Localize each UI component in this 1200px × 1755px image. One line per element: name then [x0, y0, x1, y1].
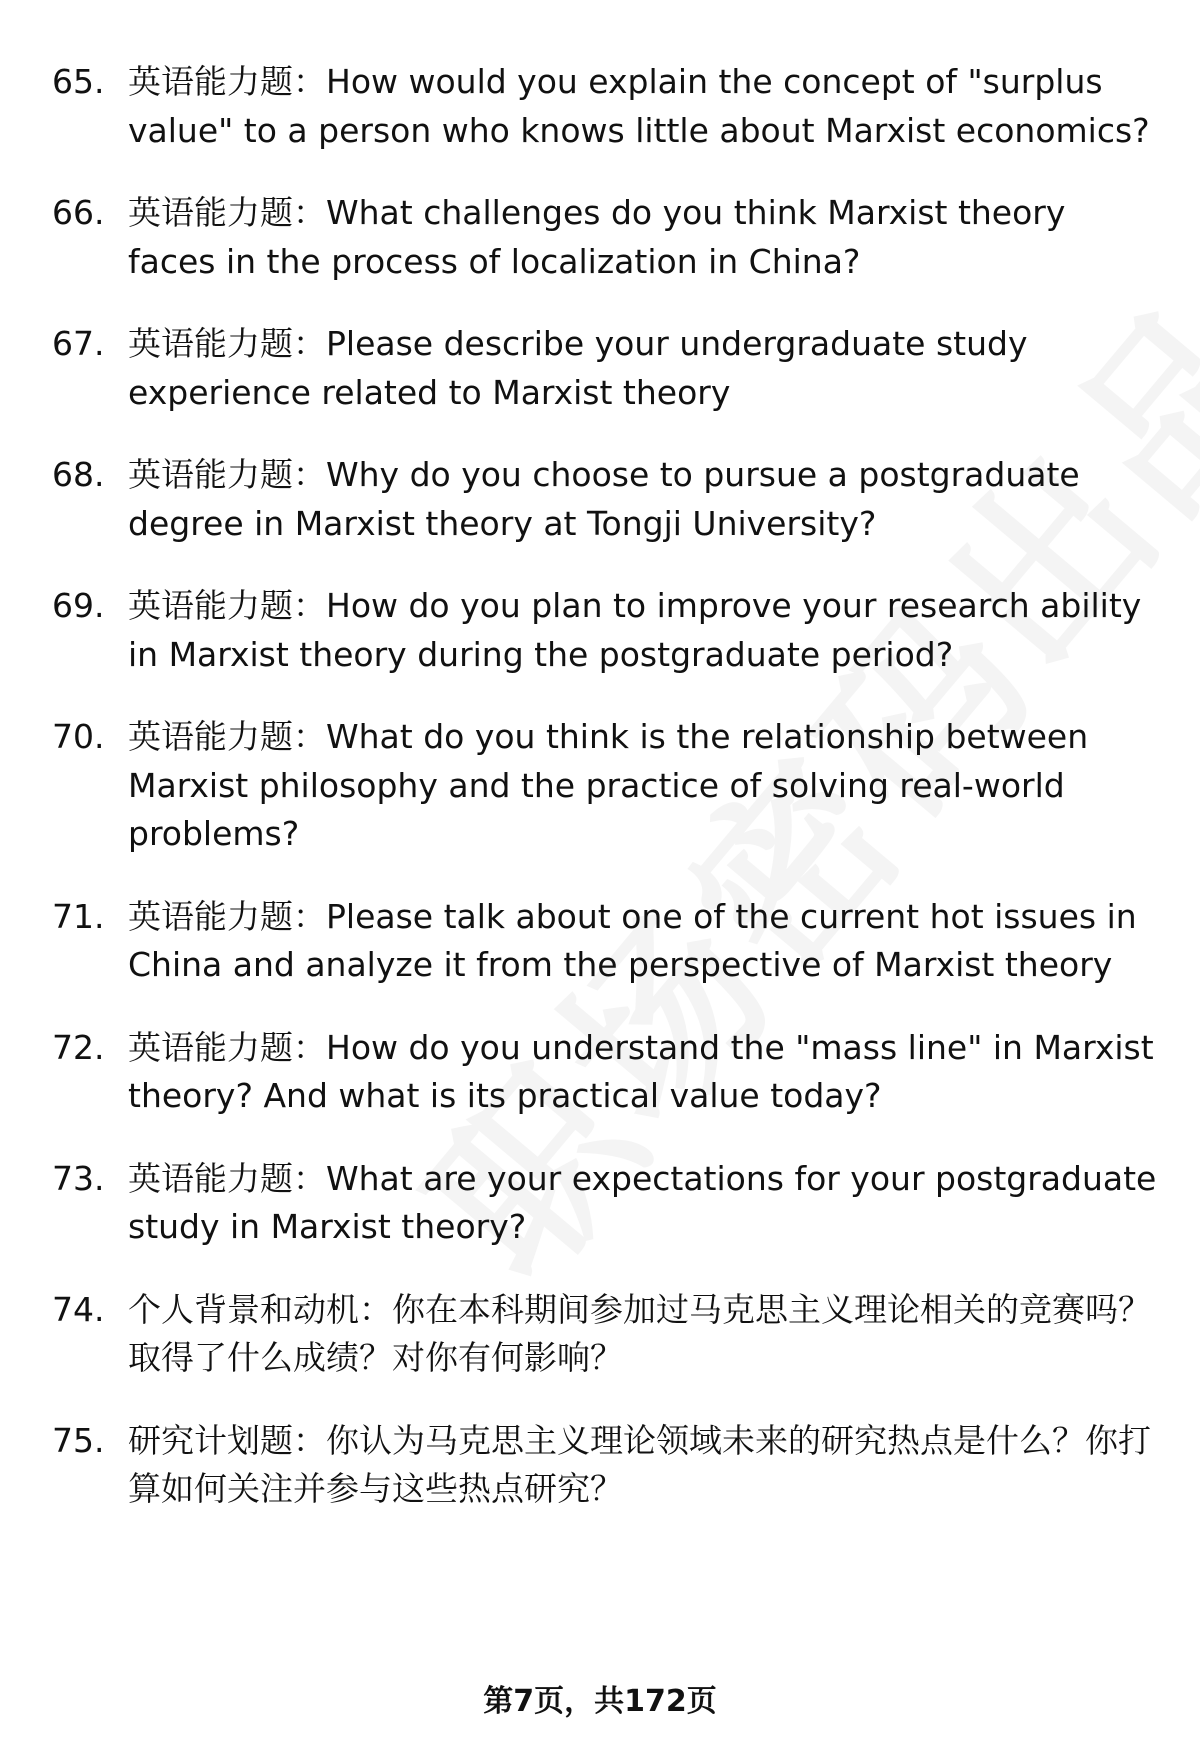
question-category: 英语能力题： — [128, 324, 326, 363]
question-text: What do you think is the relationship between Marxist philosophy and the practice of solving real-world problems? — [128, 717, 1089, 853]
question-item — [0, 582, 1200, 679]
question-category: 英语能力题： — [128, 1158, 326, 1198]
question-number: 71. — [52, 896, 105, 936]
question-category: 个人背景和动机： — [128, 1289, 392, 1329]
question-text: Please talk about one of the current hot issues in China and analyze it from the perspective of Marxist theory — [128, 896, 1137, 984]
question-category: 英语能力题： — [128, 896, 326, 936]
question-text: What challenges do you think Marxist theory faces in the process of localization in China? — [128, 193, 1066, 281]
question-item — [0, 1155, 1200, 1252]
question-number: 75. — [52, 1420, 105, 1460]
question-list — [0, 58, 1200, 1548]
question-text: Please describe your undergraduate study experience related to Marxist theory — [128, 324, 1028, 412]
question-item — [0, 1024, 1200, 1121]
question-number: 68. — [52, 455, 105, 494]
question-category: 研究计划题： — [128, 1420, 326, 1460]
question-text: How do you plan to improve your research ability in Marxist theory during the postgraduate period? — [128, 586, 1142, 674]
question-category: 英语能力题： — [128, 193, 326, 232]
question-number: 70. — [52, 717, 105, 756]
question-item — [0, 893, 1200, 990]
question-item — [0, 58, 1200, 155]
question-number: 65. — [52, 62, 105, 101]
question-category: 英语能力题： — [128, 586, 326, 625]
question-item — [0, 1286, 1200, 1383]
question-number: 69. — [52, 586, 105, 625]
page-footer: 第7页，共172页 — [483, 1684, 717, 1719]
question-number: 72. — [52, 1027, 105, 1067]
question-category: 英语能力题： — [128, 717, 326, 756]
question-item — [0, 451, 1200, 548]
question-text: What are your expectations for your postgraduate study in Marxist theory? — [128, 1158, 1157, 1246]
question-category: 英语能力题： — [128, 1027, 326, 1067]
question-category: 英语能力题： — [128, 455, 326, 494]
question-category: 英语能力题： — [128, 62, 326, 101]
question-item — [0, 320, 1200, 417]
question-number: 66. — [52, 193, 105, 232]
question-text: How would you explain the concept of "surplus value" to a person who knows little about Marxist economics? — [128, 62, 1150, 150]
question-number: 73. — [52, 1158, 105, 1198]
question-item — [0, 713, 1200, 859]
question-text: Why do you choose to pursue a postgraduate degree in Marxist theory at Tongji University? — [128, 455, 1080, 543]
question-text: 你认为马克思主义理论领域未来的研究热点是什么？你打算如何关注并参与这些热点研究？ — [128, 1420, 1151, 1508]
question-text: 你在本科期间参加过马克思主义理论相关的竞赛吗？取得了什么成绩？对你有何影响？ — [128, 1289, 1151, 1377]
question-number: 74. — [52, 1289, 105, 1329]
question-text: How do you understand the "mass line" in Marxist theory? And what is its practical value today? — [128, 1027, 1154, 1115]
question-item — [0, 189, 1200, 286]
question-item — [0, 1417, 1200, 1514]
question-number: 67. — [52, 324, 105, 363]
